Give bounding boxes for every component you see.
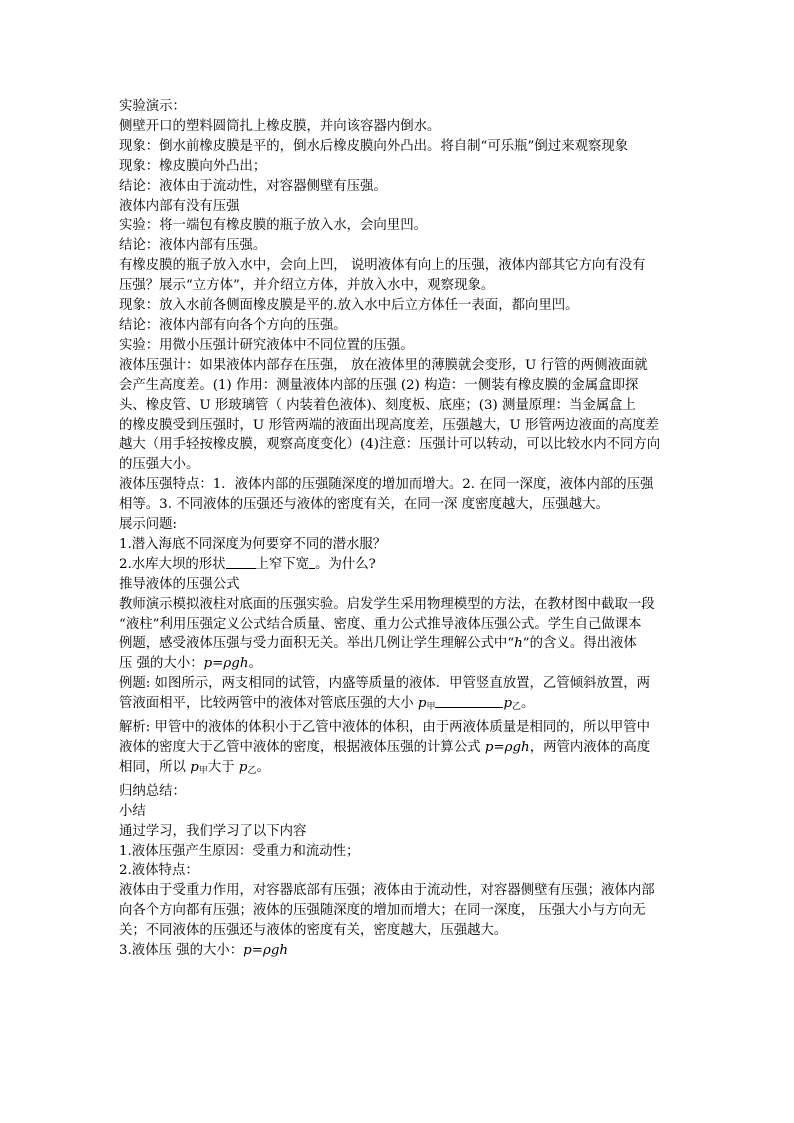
text-span: 上窄下宽 — [255, 556, 310, 572]
text-line: 的压强大小。 — [119, 457, 200, 473]
text-line: 结论：液体内部有向各个方向的压强。 — [119, 317, 347, 333]
text-line: 液体压强特点：1．液体内部的压强随深度的增加而增大。2. 在同一深度，液体内部的压强 — [119, 477, 654, 493]
text-line: 实验：将一端包有橡皮膜的瓶子放入水，会向里凹。 — [119, 218, 427, 234]
text-line: 相等。3. 不同液体的压强还与液体的密度有关，在同一深 度密度越大，压强越大。 — [119, 497, 609, 513]
subscript: 乙 — [247, 765, 257, 776]
formula: p=ρgh — [484, 740, 530, 755]
formula-symbol: p — [190, 759, 199, 775]
text-line: 液体由于受重力作用，对容器底部有压强；液体由于流动性，对容器侧壁有压强；液体内部 — [119, 883, 655, 899]
text-line: 有橡皮膜的瓶子放入水中，会向上凹， 说明液体有向上的压强，液体内部其它方向有没有 — [119, 258, 646, 274]
text-line — [119, 654, 679, 674]
text-span: ”的含义。得出液体 — [522, 636, 637, 652]
section-heading: 液体内部有没有压强 — [119, 198, 240, 214]
summary-item: 2.液体特点： — [119, 863, 199, 879]
summary-item: 1.液体压强产生原因：受重力和流动性； — [119, 843, 360, 859]
text-span: 压 强的大小： — [119, 656, 204, 672]
text-line — [119, 694, 679, 718]
text-span: 。 — [248, 656, 262, 672]
question-line — [119, 555, 679, 575]
text-line: 现象：橡皮膜向外凸出； — [119, 158, 267, 174]
text-span: 。 — [521, 696, 535, 712]
formula-symbol: p — [238, 759, 248, 775]
text-span: 大于 — [207, 759, 239, 775]
text-line: 头、橡皮管、U 形玻璃管（ 内装着色液体)、刻度板、底座；(3) 测量原理：当金属盒上 — [119, 397, 636, 413]
text-span: 3.液体压 强的大小： — [119, 943, 244, 959]
text-span: 液体的密度大于乙管中液体的密度，根据液体压强的计算公式 — [119, 740, 485, 755]
text-line — [119, 758, 679, 782]
text-line: 侧壁开口的塑料圆筒扎上橡皮膜，并向该容器内倒水。 — [119, 118, 441, 134]
text-line: 现象：放入水前各侧面橡皮膜是平的.放入水中后立方体任一表面，都向里凹。 — [119, 298, 579, 314]
subscript: 乙 — [512, 702, 522, 713]
text-span: 。为什么? — [315, 556, 376, 572]
document-body — [119, 97, 679, 961]
text-span: 。 — [256, 759, 270, 775]
section-heading: 展示问题: — [119, 517, 178, 533]
text-line: 实验：用微小压强计研究液体中不同位置的压强。 — [119, 337, 414, 353]
formula-symbol: h — [514, 636, 523, 652]
text-line: 向各个方向都有压强；液体的压强随深度的增加而增大；在同一深度， 压强大小与方向无 — [119, 903, 646, 919]
text-span: 管液面相平，比较两管中的液体对管底压强的大小 — [119, 696, 418, 712]
text-line: “液柱”利用压强定义公式结合质量、密度、重力公式推导液体压强公式。学生自己做课本 — [119, 616, 642, 632]
question-line: 1.潜入海底不同深度为何要穿不同的潜水服？ — [119, 536, 387, 552]
text-line: 液体压强计：如果液体内部存在压强， 放在液体里的薄膜就会变形，U 行管的两侧液面就 — [119, 357, 648, 373]
text-line: 关；不同液体的压强还与液体的密度有关，密度越大，压强越大。 — [119, 923, 508, 939]
text-line: 结论：液体由于流动性，对容器侧壁有压强。 — [119, 178, 387, 194]
subscript: 甲 — [198, 765, 208, 776]
formula-symbol: p — [503, 696, 513, 712]
formula: p=ρgh — [203, 656, 249, 672]
text-span: 例题，感受液体压强与受力面积无关。举出几例让学生理解公式中“ — [119, 636, 515, 652]
text-line — [119, 738, 679, 758]
text-line: 越大（用手轻按橡皮膜，观察高度变化）(4)注意：压强计可以转动，可以比较水内不同方向 — [119, 437, 661, 453]
text-line: 解析: 甲管中的液体的体积小于乙管中液体的体积，由于两液体质量是相同的，所以甲管中 — [119, 720, 650, 736]
fill-blank — [435, 695, 503, 708]
summary-item — [119, 941, 679, 961]
fill-blank — [226, 556, 256, 569]
text-line: 教师演示模拟液柱对底面的压强实验。启发学生采用物理模型的方法，在教材图中截取一段 — [119, 596, 655, 612]
section-heading: 归纳总结： — [119, 783, 186, 799]
text-line: 结论：液体内部有压强。 — [119, 238, 267, 254]
text-span: 相同，所以 — [119, 759, 191, 775]
text-line: 现象：倒水前橡皮膜是平的，倒水后橡皮膜向外凸出。将自制“可乐瓶”倒过来观察现象 — [119, 138, 629, 154]
text-span: 2.水库大坝的形状 — [119, 556, 226, 572]
text-line: 会产生高度差。(1) 作用：测量液体内部的压强 (2) 构造：一侧装有橡皮膜的金属盒即探 — [119, 377, 639, 393]
formula: p=ρgh — [243, 943, 289, 959]
text-line: 例题: 如图所示，两支相同的试管，内盛等质量的液体．甲管竖直放置，乙管倾斜放置，两 — [119, 676, 650, 692]
text-line: 通过学习，我们学习了以下内容 — [119, 823, 307, 839]
text-line: 实验演示： — [119, 99, 186, 114]
text-span: ，两管内液体的高度 — [529, 740, 651, 755]
text-line: 压强？展示“立方体”，并介绍立方体，并放入水中，观察现象。 — [119, 278, 495, 294]
section-heading: 推导液体的压强公式 — [119, 576, 240, 592]
section-heading: 小结 — [119, 803, 146, 819]
text-line — [119, 634, 679, 654]
text-line: 的橡皮膜受到压强时，U 形管两端的液面出现高度差，压强越大，U 形管两边液面的高度差 — [119, 417, 659, 433]
formula-symbol: p — [417, 696, 427, 712]
subscript: 甲 — [426, 702, 436, 713]
